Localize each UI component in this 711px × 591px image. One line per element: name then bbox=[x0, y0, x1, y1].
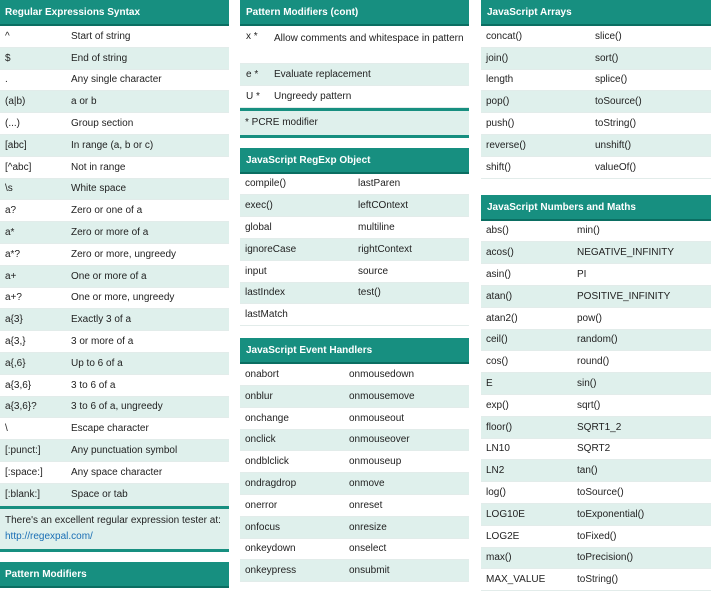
regex-description: Zero or more of a bbox=[71, 227, 149, 239]
event-handler: onmousedown bbox=[349, 369, 415, 381]
table-row bbox=[0, 462, 229, 484]
modifier-desc: Allow comments and whitespace in pattern bbox=[274, 33, 464, 44]
regex-tester-note bbox=[0, 506, 229, 552]
column-3 bbox=[481, 0, 711, 591]
table-row bbox=[0, 135, 229, 157]
math-member: max() bbox=[486, 552, 512, 564]
math-member: E bbox=[486, 378, 493, 390]
regexp-member: rightContext bbox=[358, 243, 412, 255]
event-handler: onerror bbox=[245, 499, 278, 511]
math-member: LOG10E bbox=[486, 508, 525, 520]
math-member: toPrecision() bbox=[577, 552, 634, 564]
regex-token: \s bbox=[5, 183, 13, 195]
table-row bbox=[481, 48, 711, 70]
regexp-object-table bbox=[240, 174, 469, 327]
numbers-maths-header: JavaScript Numbers and Maths bbox=[481, 195, 711, 221]
table-row bbox=[481, 286, 711, 308]
spacer bbox=[481, 179, 711, 195]
table-row bbox=[0, 179, 229, 201]
table-row bbox=[481, 113, 711, 135]
regex-description: 3 or more of a bbox=[71, 336, 134, 348]
math-member: pow() bbox=[577, 312, 603, 324]
table-row bbox=[240, 283, 469, 305]
regex-description: Any single character bbox=[71, 74, 162, 86]
table-row bbox=[0, 244, 229, 266]
regex-description: Zero or more, ungreedy bbox=[71, 248, 177, 260]
array-method: reverse() bbox=[486, 139, 527, 151]
table-row bbox=[240, 195, 469, 217]
regex-token: a{3,} bbox=[5, 336, 26, 348]
table-row bbox=[481, 221, 711, 243]
table-row bbox=[481, 482, 711, 504]
table-row bbox=[240, 430, 469, 452]
regex-description: Up to 6 of a bbox=[71, 357, 123, 369]
regex-syntax-table bbox=[0, 26, 229, 506]
math-member: SQRT2 bbox=[577, 443, 611, 455]
regex-token: a*? bbox=[5, 248, 21, 260]
event-handler: onmouseout bbox=[349, 412, 405, 424]
table-row bbox=[481, 395, 711, 417]
math-member: exp() bbox=[486, 399, 509, 411]
table-row bbox=[481, 308, 711, 330]
math-member: random() bbox=[577, 334, 618, 346]
regexp-member: lastIndex bbox=[245, 287, 286, 299]
regex-token: a{3} bbox=[5, 314, 23, 326]
regex-token: a{3,6}? bbox=[5, 401, 37, 413]
regexp-member: leftCOntext bbox=[358, 200, 409, 212]
regexp-member: input bbox=[245, 265, 267, 277]
table-row bbox=[481, 504, 711, 526]
regex-token: [:punct:] bbox=[5, 445, 41, 457]
array-method: toSource() bbox=[595, 96, 642, 108]
math-member: NEGATIVE_INFINITY bbox=[577, 247, 675, 259]
event-handlers-table bbox=[240, 364, 469, 582]
event-handler: onkeypress bbox=[245, 565, 297, 577]
math-member: toFixed() bbox=[577, 530, 617, 542]
array-method: splice() bbox=[595, 74, 628, 86]
table-row bbox=[481, 548, 711, 570]
table-row bbox=[0, 157, 229, 179]
table-row bbox=[0, 353, 229, 375]
regex-syntax-header: Regular Expressions Syntax bbox=[0, 0, 229, 26]
modifier-desc: Evaluate replacement bbox=[274, 68, 371, 80]
regex-description: Zero or one of a bbox=[71, 205, 143, 217]
math-member: MAX_VALUE bbox=[486, 574, 546, 586]
table-row bbox=[0, 70, 229, 92]
array-method: shift() bbox=[486, 161, 511, 173]
column-2 bbox=[240, 0, 469, 582]
array-method: toString() bbox=[595, 118, 637, 130]
table-row bbox=[481, 91, 711, 113]
table-row bbox=[240, 64, 469, 86]
table-row bbox=[481, 330, 711, 352]
event-handler: onchange bbox=[245, 412, 289, 424]
regex-token: a* bbox=[5, 227, 15, 239]
table-row bbox=[240, 86, 469, 108]
regexpal-link[interactable]: http://regexpal.com/ bbox=[5, 530, 93, 542]
spacer bbox=[0, 552, 229, 562]
regex-description: Any space character bbox=[71, 466, 163, 478]
array-method: join() bbox=[486, 52, 509, 64]
math-member: tan() bbox=[577, 465, 598, 477]
regex-token: a{,6} bbox=[5, 357, 26, 369]
array-method: push() bbox=[486, 118, 515, 130]
table-row bbox=[481, 526, 711, 548]
regex-description: One or more of a bbox=[71, 270, 147, 282]
event-handler: onselect bbox=[349, 543, 387, 555]
table-row bbox=[240, 408, 469, 430]
table-row bbox=[240, 386, 469, 408]
event-handlers-header: JavaScript Event Handlers bbox=[240, 338, 469, 364]
table-row bbox=[481, 351, 711, 373]
regexp-member: source bbox=[358, 265, 389, 277]
array-method: sort() bbox=[595, 52, 619, 64]
table-row bbox=[240, 364, 469, 386]
table-row bbox=[481, 373, 711, 395]
math-member: POSITIVE_INFINITY bbox=[577, 290, 671, 302]
table-row bbox=[240, 304, 469, 326]
regex-description: Space or tab bbox=[71, 488, 128, 500]
math-member: sqrt() bbox=[577, 399, 601, 411]
table-row bbox=[0, 375, 229, 397]
math-member: LN10 bbox=[486, 443, 510, 455]
regex-description: 3 to 6 of a bbox=[71, 379, 116, 391]
regexp-object-header: JavaScript RegExp Object bbox=[240, 148, 469, 174]
table-row bbox=[240, 261, 469, 283]
table-row bbox=[240, 560, 469, 582]
table-row bbox=[481, 417, 711, 439]
regexp-member: compile() bbox=[245, 178, 287, 190]
modifier-key: x * bbox=[246, 31, 258, 42]
event-handler: onblur bbox=[245, 390, 273, 402]
pattern-modifiers-header: Pattern Modifiers bbox=[0, 562, 229, 588]
table-row bbox=[0, 200, 229, 222]
pcre-footnote: * PCRE modifier bbox=[240, 108, 469, 138]
math-member: LOG2E bbox=[486, 530, 520, 542]
regexp-member: global bbox=[245, 222, 272, 234]
table-row bbox=[0, 266, 229, 288]
math-member: toString() bbox=[577, 574, 619, 586]
regex-token: a+ bbox=[5, 270, 17, 282]
table-row bbox=[0, 440, 229, 462]
math-member: sin() bbox=[577, 378, 597, 390]
numbers-maths-table bbox=[481, 221, 711, 591]
regex-token: (...) bbox=[5, 118, 20, 130]
modifier-key: e * bbox=[246, 68, 259, 80]
table-row bbox=[0, 222, 229, 244]
math-member: toSource() bbox=[577, 487, 624, 499]
table-row bbox=[0, 397, 229, 419]
regex-token: a{3,6} bbox=[5, 379, 32, 391]
regex-description: 3 to 6 of a, ungreedy bbox=[71, 401, 163, 413]
table-row bbox=[0, 331, 229, 353]
table-row bbox=[240, 174, 469, 196]
table-row bbox=[240, 26, 469, 64]
math-member: round() bbox=[577, 356, 610, 368]
regex-token: [:blank:] bbox=[5, 488, 41, 500]
modifier-desc: Ungreedy pattern bbox=[274, 90, 352, 102]
modifier-key: U * bbox=[246, 90, 260, 102]
table-row bbox=[481, 264, 711, 286]
math-member: ceil() bbox=[486, 334, 508, 346]
regexp-member: exec() bbox=[245, 200, 273, 212]
table-row bbox=[0, 418, 229, 440]
event-handler: onmove bbox=[349, 478, 385, 490]
regex-description: Group section bbox=[71, 118, 134, 130]
table-row bbox=[481, 26, 711, 48]
table-row bbox=[481, 157, 711, 179]
table-row bbox=[240, 517, 469, 539]
regexp-member: multiline bbox=[358, 222, 395, 234]
regex-description: In range (a, b or c) bbox=[71, 139, 154, 151]
spacer bbox=[240, 326, 469, 338]
array-method: length bbox=[486, 74, 514, 86]
math-member: asin() bbox=[486, 269, 512, 281]
table-row bbox=[240, 539, 469, 561]
table-row bbox=[0, 484, 229, 506]
table-row bbox=[481, 460, 711, 482]
table-row bbox=[0, 91, 229, 113]
column-1 bbox=[0, 0, 229, 588]
regex-token: . bbox=[5, 74, 8, 86]
math-member: min() bbox=[577, 225, 600, 237]
event-handler: onabort bbox=[245, 369, 279, 381]
regex-description: End of string bbox=[71, 52, 128, 64]
table-row bbox=[0, 26, 229, 48]
regexp-member: lastParen bbox=[358, 178, 401, 190]
regex-description: Not in range bbox=[71, 161, 126, 173]
math-member: atan() bbox=[486, 290, 513, 302]
table-row bbox=[240, 495, 469, 517]
regex-description: a or b bbox=[71, 96, 97, 108]
table-row bbox=[481, 242, 711, 264]
event-handler: onmouseover bbox=[349, 434, 410, 446]
array-method: slice() bbox=[595, 30, 622, 42]
regex-token: [:space:] bbox=[5, 466, 43, 478]
table-row bbox=[240, 217, 469, 239]
math-member: log() bbox=[486, 487, 507, 499]
pattern-modifiers-table bbox=[240, 26, 469, 108]
event-handler: ondblclick bbox=[245, 456, 289, 468]
math-member: floor() bbox=[486, 421, 513, 433]
regex-token: a+? bbox=[5, 292, 22, 304]
regex-description: Escape character bbox=[71, 423, 149, 435]
regex-description: One or more, ungreedy bbox=[71, 292, 175, 304]
table-row bbox=[240, 239, 469, 261]
pattern-modifiers-cont-header: Pattern Modifiers (cont) bbox=[240, 0, 469, 26]
regex-token: [^abc] bbox=[5, 161, 32, 173]
math-member: toExponential() bbox=[577, 508, 645, 520]
regex-description: White space bbox=[71, 183, 127, 195]
table-row bbox=[0, 288, 229, 310]
table-row bbox=[481, 439, 711, 461]
array-method: unshift() bbox=[595, 139, 632, 151]
regex-token: [abc] bbox=[5, 139, 27, 151]
note-text: There's an excellent regular expression tester at: bbox=[5, 514, 221, 526]
spacer bbox=[240, 138, 469, 148]
table-row bbox=[0, 113, 229, 135]
regex-token: (a|b) bbox=[5, 96, 26, 108]
event-handler: ondragdrop bbox=[245, 478, 297, 490]
table-row bbox=[481, 135, 711, 157]
table-row bbox=[240, 451, 469, 473]
regex-token: $ bbox=[5, 52, 11, 64]
regex-description: Any punctuation symbol bbox=[71, 445, 178, 457]
table-row bbox=[0, 48, 229, 70]
event-handler: onclick bbox=[245, 434, 276, 446]
math-member: cos() bbox=[486, 356, 509, 368]
math-member: SQRT1_2 bbox=[577, 421, 622, 433]
event-handler: onsubmit bbox=[349, 565, 390, 577]
event-handler: onresize bbox=[349, 521, 387, 533]
math-member: PI bbox=[577, 269, 587, 281]
math-member: abs() bbox=[486, 225, 509, 237]
regex-token: a? bbox=[5, 205, 17, 217]
array-method: valueOf() bbox=[595, 161, 637, 173]
event-handler: onfocus bbox=[245, 521, 281, 533]
math-member: atan2() bbox=[486, 312, 518, 324]
math-member: acos() bbox=[486, 247, 514, 259]
regex-token: ^ bbox=[5, 30, 10, 42]
regexp-member: lastMatch bbox=[245, 309, 288, 321]
regexp-member: ignoreCase bbox=[245, 243, 297, 255]
event-handler: onmousemove bbox=[349, 390, 415, 402]
table-row bbox=[481, 70, 711, 92]
array-method: pop() bbox=[486, 96, 510, 108]
regex-token: \ bbox=[5, 423, 8, 435]
table-row bbox=[240, 473, 469, 495]
array-method: concat() bbox=[486, 30, 523, 42]
regex-description: Start of string bbox=[71, 30, 131, 42]
regexp-member: test() bbox=[358, 287, 381, 299]
math-member: LN2 bbox=[486, 465, 505, 477]
regex-description: Exactly 3 of a bbox=[71, 314, 132, 326]
arrays-header: JavaScript Arrays bbox=[481, 0, 711, 26]
event-handler: onreset bbox=[349, 499, 383, 511]
table-row bbox=[0, 309, 229, 331]
arrays-table bbox=[481, 26, 711, 179]
event-handler: onmouseup bbox=[349, 456, 402, 468]
event-handler: onkeydown bbox=[245, 543, 296, 555]
